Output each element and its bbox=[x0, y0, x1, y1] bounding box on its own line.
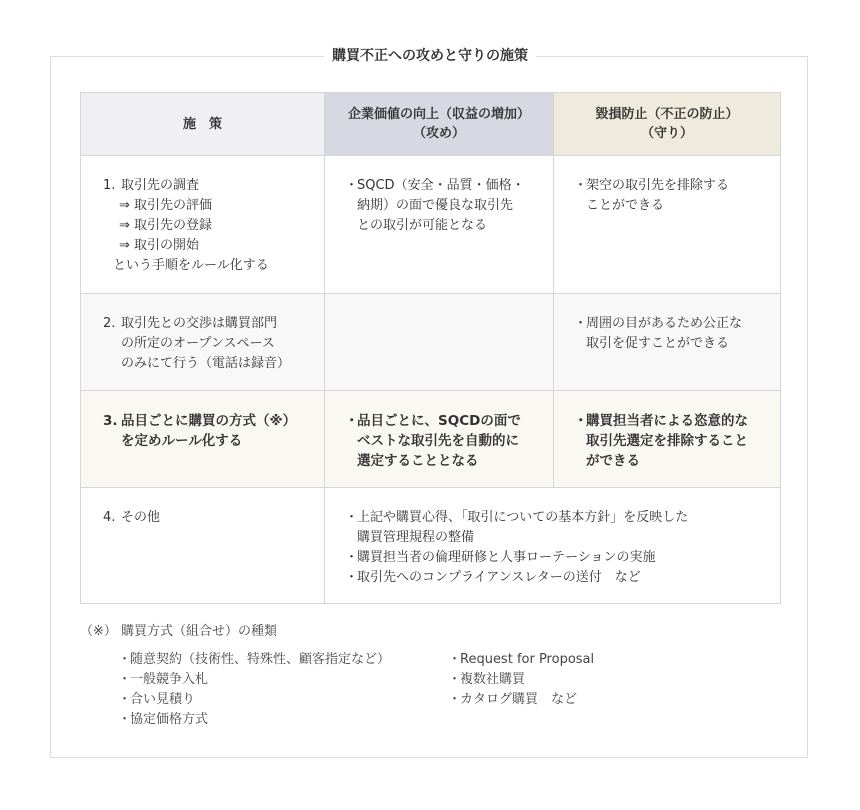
list-item: ・カタログ購買 など bbox=[448, 692, 578, 707]
policy-cell: 1. 取引先の調査 ⇒ 取引先の評価 ⇒ 取引先の登録 ⇒ 取引の開始 という手順をルール化する bbox=[81, 156, 325, 294]
list-item: ・複数社購買 bbox=[448, 672, 526, 687]
header-defense: 毀損防止（不正の防止） （守り） bbox=[554, 93, 781, 156]
merged-cell: ・上記や購買心得、「取引についての基本方針」を反映した 購買管理規程の整備 ・購買担当者の倫理研修と人事ローテーションの実施 ・取引先へのコンプライアンスレターの送付 など bbox=[325, 488, 781, 604]
policy-table bbox=[80, 92, 781, 604]
header-row bbox=[81, 93, 781, 156]
header-policy: 施 策 bbox=[81, 93, 325, 156]
list-item: ・協定価格方式 bbox=[118, 712, 209, 727]
list-item: ・随意契約（技術性、特殊性、顧客指定など） bbox=[118, 652, 391, 667]
defense-cell: ・購買担当者による恣意的な 取引先選定を排除すること ができる bbox=[554, 391, 781, 488]
table-row bbox=[81, 156, 781, 294]
note-list-left bbox=[118, 650, 390, 730]
header-attack: 企業価値の向上（収益の増加） （攻め） bbox=[325, 93, 554, 156]
attack-cell: ・SQCD（安全・品質・価格・ 納期）の面で優良な取引先 との取引が可能となる bbox=[325, 156, 554, 294]
defense-cell: ・周囲の目があるため公正な 取引を促すことができる bbox=[554, 294, 781, 391]
attack-cell: ・品目ごとに、SQCDの面で ベストな取引先を自動的に 選定することとなる bbox=[325, 391, 554, 488]
defense-cell: ・架空の取引先を排除する ことができる bbox=[554, 156, 781, 294]
attack-cell bbox=[325, 294, 554, 391]
page-title: 購買不正への攻めと守りの施策 bbox=[0, 45, 860, 65]
list-item: ・Request for Proposal bbox=[448, 652, 595, 667]
table-row bbox=[81, 294, 781, 391]
policy-cell: 3. 品目ごとに購買の方式（※） を定めルール化する bbox=[81, 391, 325, 488]
note-title: （※） 購買方式（組合せ）の種類 bbox=[80, 624, 278, 639]
list-item: ・合い見積り bbox=[118, 692, 196, 707]
table-row bbox=[81, 488, 781, 604]
policy-cell: 4. その他 bbox=[81, 488, 325, 604]
list-item: ・一般競争入札 bbox=[118, 672, 209, 687]
table-row bbox=[81, 391, 781, 488]
note-list-right bbox=[448, 650, 594, 710]
policy-cell: 2. 取引先との交渉は購買部門 の所定のオープンスペース のみにて行う（電話は録音） bbox=[81, 294, 325, 391]
